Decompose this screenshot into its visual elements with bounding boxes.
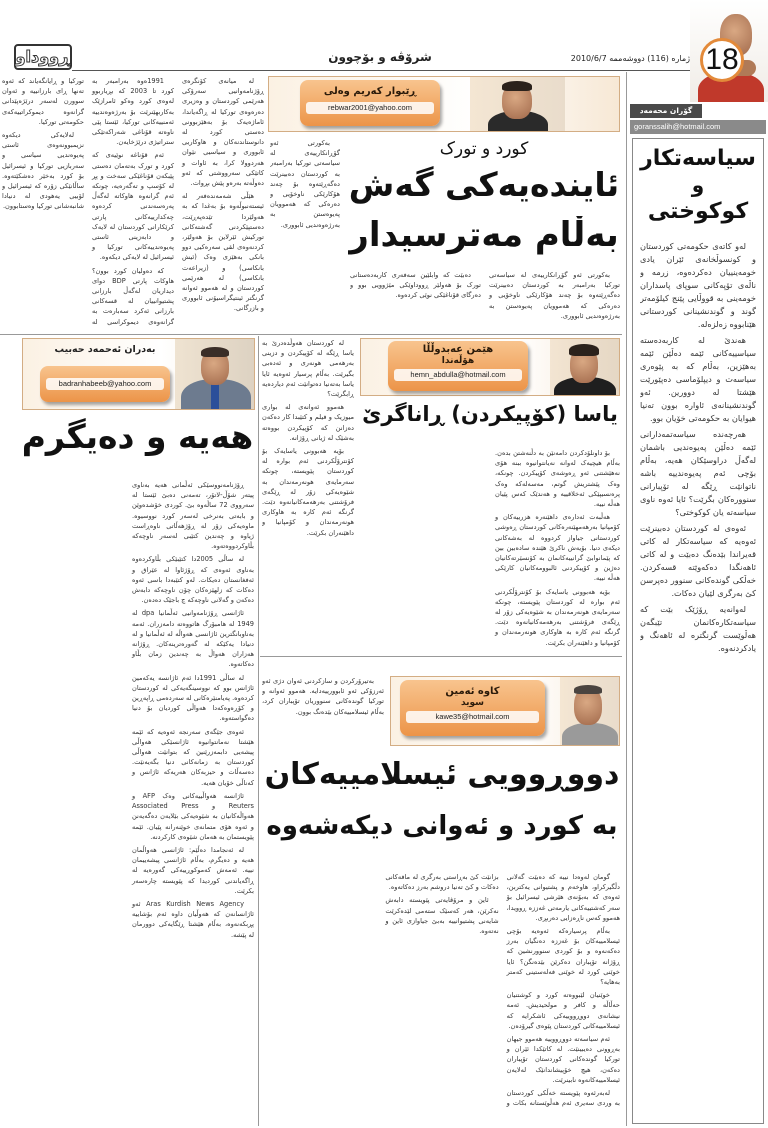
section-title: شرۆڤە و بۆچوون — [328, 50, 432, 64]
author-name-badran: بەدران ئەحمەد حەبیب — [54, 344, 156, 355]
article-1-body-left: لە میانەی کۆنگرەی ڕۆژنامەوانیی سەرۆکی هەرێمی کوردستان و وەزیری دەرەوەی تورکیا لە ڕاگەیاندا، ئاماژەیەک بۆ بەهێزبوونی دەستی کورد لە دانوستاندنەکان و هاوکاریی ئابووری و سیاسیی نێوان هەردوولا کرا، بە ئاوات و کاتێکی سەرووشتی کە ئەو دەوڵەتە بەرەو پێش بڕوات. هێڵی شەمەندەفەر لە ئیستەنبوڵەوە بۆ بەغدا کە بە هەولێردا تێدەپەڕێت، دەستپێکردنی گەشتەکانی تورکیش ئێرلاین بۆ هەولێر، کردنەوەی لقی سەرەکیی دوو بانکی بەهێزی وەک (ئیش بانکاسی) و (زیراعەت بانکاسی) لە هەرێمی کوردستان و لە هەموو ئەوانە گرنگتر ئینتیگراسیۆنی ئابووری و بازرگانی. 1991ەوە بەرامبەر بە کورد تا 2003 کە بڕیاربوو لەوەی کورد وەکو ئامرازێک بەکاربهێنرێت بۆ بەرژەوەندییە ئەمنییەکانی تورکیا، ئێستا پێی ناوەتە قۆناغی شەراکەتێکی ستراتیژی درێژخایەن. ئەم قۆناغە نوێیەی کە کورد و تورک بەتەمان دەستی پێبکەن قۆناغێکی سەخت و پڕ لە کۆسپ و تەگەرەیە، چونکە ئەم گرانەوە هاوکاتە لەگەڵ پەرەسەندنی کردەوە چەکدارییەکانی پارتی کرێکارانی کوردستان لە لایەک و دابەزینی ئاستی پەیوەندییەکانی تورکیا و ئیسرائیل لە لایەکی دیکەوە. کە دەولیان کورد بوون؟ هاوکات پارتی BDP دوای دیداریان لەگەڵ بارزانی پشتیوانییان لە قسەکانی بارزانی ئەکرد سەبارەت بە گرانەوەی دیموکراسی لە تورکیا و ڕایانگەیاند کە ئەوە تەنها ڕای بارزانییە و ئەوان سوورن لەسەر درێژەپێدانی گرانەوە دیموکراتییەکەی حکومەتی تورکیا. لەلایەکی دیکەوە نزیمبوونەوەی ئاستی پەیوەندیی سیاسی و سەربازیی تورکیا و ئیسرائیل بۆ کورد بەخێر دەشکێتەوە. ساڵانێکی زۆرە کە ئیسرائیل و لۆبیی یەهودی لە دنیادا شانبەشانی تورکیا وەستابوون. — [2, 77, 264, 326]
sidebar-body: لەو کاتەی حکومەتی کوردستان و کونسوڵخانەی ئێران یادی خومەینییان دەکردەوە، زرمە و ناڵەی تۆپەکانی سوپای پاسداران خومەینی بە قووڵایی پێنج کیلۆمەتر گوند و گوندنشینانی کوردستانی هێنابووە زەلزەلە. هەندێ لە کاربەدەستە سیاسییەکانی ئێمە دەڵێن ئێمە بەهێزین، بەڵام کە بە پێوەری سیاسەت و دیپلۆماسی دەپێورێت هێشتا لە دوورین. ئەو گوندنشینانەی ئاوارە بوون تەنیا هیوایان بە حکومەتی خۆیان بوو. هەرچەندە سیاسەتمەدارانی ئێمە دەڵێن پەیوەندیی باشمان لەگەڵ دراوسێکان هەیە، بەڵام بۆچی ئەم پەیوەندییە باشە ناتوانێت ڕێگە لە تۆپبارانی سنوورەکان بگرێت؟ ئایا ئەوە ناوی سیاسەتە یان کوکوختی؟ ئەوەی لە کوردستان دەبینرێت ئەوەیە کە سیاسەتکار لە کاتی قەیراندا بێدەنگ دەبێت و لە کاتی ئاهەنگدا دەکەوێتە قسەکردن. خەڵکی گوندەکانی سنوور دەپرسن کێ بەرگری لێیان دەکات. لەوانەیە ڕۆژێک بێت کە سیاسەتکارەکانمان تێبگەن هەڵوێست گرنگترە لە ئاهەنگ و یادکردنەوە. — [640, 241, 756, 653]
article-4-body-main: گومان لەوەدا نییە کە دەبێت گەلانی دڵگیرکراو، هاوخەم و پشتیوانی یەکتربن، ئەوەی کە بەبۆنەی هێرشی ئیسرائیل بۆ سەر کەشتییەکانی یارمەتی غەززە ڕوویدا، هەموو کەس ناڕەزایی دەربڕی. بەڵام پرسیارەکە ئەوەیە بۆچی ئیسلامییەکان بۆ غەززە دەنگیان بەرز دەکەنەوە و بۆ کوردی سنوورنشین کە ڕۆژانە تۆپباران دەکرێن بێدەنگن؟ ئایا خوێنی کورد لە خوێنی فەلەستینی کەمتر بەهایە؟ خوێنیان لێبووەتە کورد و کوشتنیان حەڵاڵە و کافر و مولحیدیش. ئەمە نیشانەی دووڕووییەکی ئاشکرایە کە ئیسلامییەکانی کوردستان پێوەی گیرۆدەن. ئەم سیاسەتە دووڕووییە هەموو جیهان بەڕوونی دەیبینێت. لە کاتێکدا ئێران و تورکیا گوندەکانی کوردستان تۆپباران دەکەن، هیچ خۆپیشاندانێک لەلایەن ئیسلامییەکانەوە نابینرێت. لەبەرئەوە پێویستە خەڵکی کوردستان بە وردی سەیری ئەم هەڵوێستانە بکات و بزانێت کێ بەڕاستی بەرگری لە مافەکانی دەکات و کێ تەنیا دروشم بەرز دەکاتەوە. ئاین و مرۆڤایەتی پێویستە دابەش نەکرێن، هەر کەسێک ستەمی لێدەکرێت شایەنی پشتیوانییە بەبێ جیاوازی ئاین و نەتەوە. — [385, 873, 620, 1108]
sidebar-author: گۆران محەمەد — [630, 104, 702, 118]
sidebar-headline-3: کوکوختی — [647, 199, 749, 224]
author-email: kawe35@hotmail.com — [406, 711, 539, 723]
byline-tab-badran — [40, 366, 170, 402]
author-name: ڕێبوار کەریم وەلی — [323, 86, 417, 97]
author-photo-badran — [175, 339, 254, 409]
author-email: hemn_abdulla@hotmail.com — [394, 369, 522, 381]
author-email: badranhabeeb@yahoo.com — [46, 378, 164, 390]
author-photo-rebwar — [470, 77, 565, 131]
article-1-headline-2: بەڵام مەترسیدار — [349, 216, 619, 255]
header-rule — [72, 70, 697, 71]
article-3-headline: هەیە و دەیگرم — [21, 418, 254, 456]
author-email: rebwar2001@yahoo.com — [306, 102, 434, 114]
byline-tab-rebwar — [300, 80, 440, 126]
article-3-body: ڕۆژنامەنووسێکی ئەڵمانی هەیە بەناوی پیتەر شۆڵ-لاتۆر، تەمەنی دەبێ ئێستا لە سەرووی 72 ساڵەوە بێ. کوردی خۆشدەوێن و بابەتی بەنرخی لەسەر کورد نووسیوە. ماوەیەکی زۆر لە ڕۆژهەڵاتی ناوەڕاست ژیاوە و چەندین کتێبی لەسەر ناوچەکە بڵاوکردووەتەوە. لە ساڵی 2005دا کتێبێکی بڵاوکردەوە بەناوی ئەوەی کە ڕۆژئاوا لە عێراق و ئەفغانستان دەیکات. لەو کتێبەدا باسی ئەوە دەکات کە زلهێزەکان چۆن ناوچەکە دابەش دەکەن و گەلانی ناوچەکە چ باجێک دەدەن. ئاژانسی ڕۆژنامەوانیی ئەڵمانیا dpa لە 1949 لە هامبۆرگ هاتووەتە دامەزران. ئەمە بەناوبانگترین ئاژانسی هەواڵە لە ئەڵمانیا و لە دنیادا یەکێکە لە گەورەترینەکان. ڕۆژانە هەزاران هەواڵ بە چەندین زمان بڵاو دەکاتەوە. لە ساڵی 1991دا ئەم ئاژانسە یەکەمین ئاژانس بوو کە نووسینگەیەکی لە کوردستان کردەوە. پەیامنێرەکانی لە سەردەمی ڕاپەڕین و کۆڕەوەکەدا هەواڵی کوردیان بۆ دنیا دەگواستەوە. ئەوەی جێگەی سەرنجە ئەوەیە کە ئێمە هێشتا نەمانتوانیوە ئاژانسێکی هەواڵی پیشەیی دابمەزرێنین کە بتوانێت هەواڵی کوردستان بە زمانەکانی دنیا بگەیەنێت. دەسەڵات و حیزبەکان هەریەکە ئاژانس و کەناڵی خۆیان هەیە. ئاژانسە هەواڵییەکانی وەک AFP و Reuters و Associated Press هەواڵەکانیان بە شێوەیەکی بێلایەن دەگەیەنن و ئەوە هۆی متمانەی خوێنەرانە پێیان. ئێمە پێویستمان بە هەمان شێوەی کارکردنە. لە ئەنجامدا دەڵێم: ئاژانسی هەواڵمان هەیە و دەیگرم، بەڵام ئاژانسی پیشەییمان نییە. ئەمەش کەموکوڕییەکی گەورەیە لە ڕاگەیاندنی کوردیدا کە پێویستە چارەسەر بکرێت. Aras Kurdish News Agency ئەو ئاژانسانەن کە هەوڵیان داوە ئەم بۆشاییە پڕبکەنەوە، بەڵام هێشتا ڕێگایەکی دوورمان لە پێشە. — [132, 481, 254, 939]
article-2-body-side: لە کوردستان هەوڵدەدرێ بە یاسا ڕێگە لە کۆپیکردن و دزینی بەرهەمی هونەری و ئەدەبی بگیرێت. بەڵام پرسیار ئەوەیە ئایا یاسا بەتەنیا دەتوانێت ئەم دیاردەیە ڕابگرێت؟ هەموو ئەوانەی لە بواری میوزیک و فیلم و کتێبدا کار دەکەن دەزانن کە کۆپیکردن بووەتە بەشێک لە ژیانی ڕۆژانە. بۆیە هەبوونی یاسایەک بۆ کۆنترۆڵکردنی ئەم بوارە لە کوردستان پێویستە، چونکە سەرمایەی هونەرمەندان بە شێوەیەکی زۆر لە ڕێگەی فرۆشتنی بەرهەمەکانیانەوە دێت. گرنگە ئەم کارە بە هاوکاری هونەرمەندان و کۆمپانیا و داهێنەران بکرێت. — [262, 339, 354, 537]
sidebar-headline-2: و — [691, 174, 705, 197]
sidebar-divider — [626, 72, 627, 1126]
section-divider-1 — [0, 334, 622, 335]
author-name: هێمن عەبدوڵڵا — [422, 344, 494, 355]
sidebar-email: goranssalih@hotmail.com — [630, 120, 766, 134]
article-1-headline-1: ئایندەیەکی گەش — [348, 166, 620, 204]
issue-info: ژمارە (116) دووشەممە 2010/6/7 — [570, 54, 690, 63]
byline-tab-kawa — [400, 680, 545, 736]
article-1-body-under-box: بەکورتی ئەو گۆڕانکارییەی لە سیاسەتی تورکیا بەرامبەر بە کوردستان دەبینرێت دەگەڕێتەوە بۆ چەند هۆکارێکی ناوخۆیی و دەرەکی کە هەموویان پەیوەستن بە بەرژەوەندیی ئابووری. — [270, 139, 340, 229]
author-photo-kawa — [560, 677, 619, 745]
article-1-body-main: بەکورتی ئەو گۆڕانکارییەی لە سیاسەتی تورکیا بەرامبەر بە کوردستان دەبینرێت دەگەڕێتەوە بۆ چەند هۆکارێکی ناوخۆیی و دەرەکی کە هەموویان پەیوەستن بە بەرژەوەندیی ئابووری. دەبێت کە وابلێین سەفەری کاربەدەستانی تورک بۆ هەولێر ڕووداوێکی مێژوویی بوو و دەرگای قۆناغێکی نوێی کردەوە. — [350, 271, 620, 320]
article-4-body-side: بەتیرۆرکردن و سازکردنی ئەوان دژی ئەو ئەرزۆکی ئەو ئابوورییەدایە. هەموو ئەوانە و تورکیا گوندەکانی سنووریان تۆپباران کرد، بەڵام ئیسلامییەکان بێدەنگ بوون. — [262, 677, 384, 716]
logo: ڕووداو — [14, 44, 72, 70]
author-location: هۆڵەندا — [441, 356, 475, 366]
article-1-kicker: کورد و تورک — [439, 140, 529, 159]
sidebar-headline-1: سیاسەتکار — [640, 146, 756, 171]
article-4-headline-1: دووڕوویی ئیسلامییەکان — [264, 758, 620, 792]
column-divider — [258, 336, 259, 1126]
page-number-badge: 18 — [700, 38, 744, 82]
byline-tab-hemn — [388, 341, 528, 391]
section-divider-2 — [260, 656, 622, 657]
author-location: سوید — [460, 698, 485, 708]
author-name: کاوە ئەمین — [445, 686, 500, 697]
article-2-headline: یاسا (کۆپیکردن) ڕاناگرێ — [362, 402, 618, 426]
article-2-body-main: بۆ داونلۆدکردن دامەنێن بە دڵنەشتن بدەن. بەڵام هیچیەک لەوانە نەیانتوانیوە ببنە هۆی نەهێشتنی ئەو ڕەوشەی کۆپیکردن. چونکە، وەک پێشتریش گوتم، مەسەلەکە وەک پرەنسیپێکی ئەخلاقییە و هەندێک کەس پێیان هەڵە نییە. هەڵبەت ئەدارەی داهێنەرە هزرییەکان و کۆمپانیا بەرهەمهێنەرەکانی کوردستان ڕەوشی کوردستانی جیاواز کردووە لە بەشەکانی دیکەی دنیا. بۆیەش ناکرێ هێندە سادەبین بین کە پێمانوابێ گرانییەکانمان بە کۆنسێرتەکانیان دەژین و کۆپیکردنی ئالبوومەکانیان کارێکی هەڵە نییە. بۆیە هەبوونی یاسایەک بۆ کۆنترۆڵکردنی ئەم بوارە لە کوردستان پێویستە، چونکە سەرمایەی هونەرمەندان بە شێوەیەکی زۆر لە ڕێگەی فرۆشتنی بەرهەمەکانیانەوە دێت. گرنگە ئەم کارە بە هاوکاری هونەرمەندان و کۆمپانیا و داهێنەران بکرێت. — [495, 449, 620, 647]
article-4-headline-2: بە کورد و ئەوانی دیکەشەوە — [266, 812, 618, 841]
author-photo-hemn — [550, 339, 619, 395]
